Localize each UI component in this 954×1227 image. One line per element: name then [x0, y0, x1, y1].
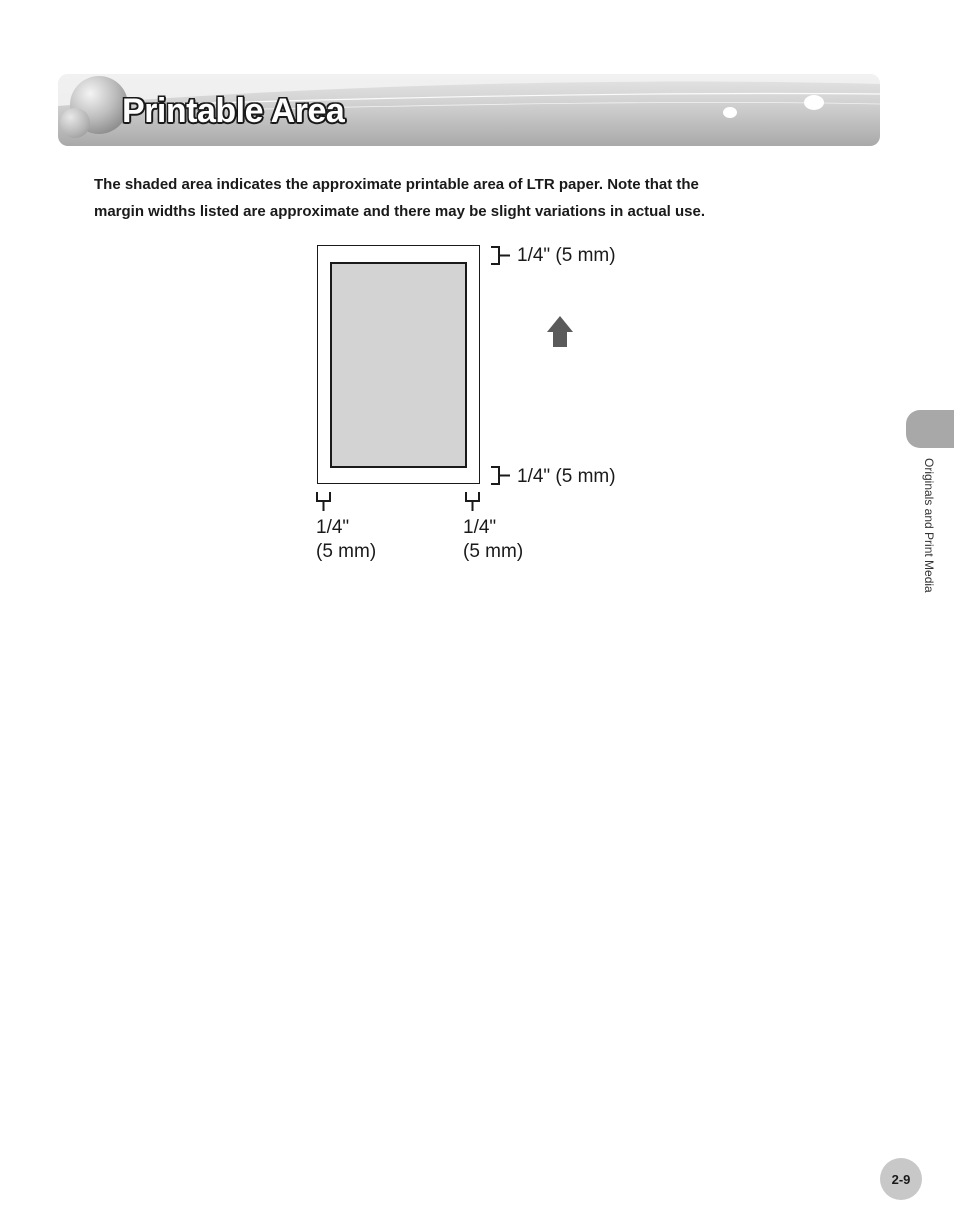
page-number: [880, 1158, 922, 1200]
chapter-tab: [906, 410, 954, 448]
intro-line-2: margin widths listed are approximate and there may be slight variations in actual use.: [94, 203, 706, 220]
intro-paragraph: [94, 171, 834, 225]
right-margin-bracket: [466, 492, 479, 511]
top-margin-label: 1/4" (5 mm): [517, 245, 616, 266]
right-margin-label: [463, 516, 523, 564]
printable-area: [330, 262, 467, 468]
right-margin-label-line-1: 1/4": [463, 517, 497, 538]
left-margin-bracket: [317, 492, 330, 511]
bottom-margin-bracket: [491, 467, 510, 484]
chapter-tab-label: Originals and Print Media: [922, 458, 936, 593]
right-margin-label-line-2: (5 mm): [463, 541, 524, 562]
arrow-up-icon: [547, 316, 573, 347]
page-number-text: 2-9: [891, 1171, 911, 1187]
left-margin-label-line-1: 1/4": [316, 517, 350, 538]
page-title: Printable Area: [122, 92, 345, 130]
top-margin-bracket: [491, 247, 510, 264]
bottom-margin-label: 1/4" (5 mm): [517, 466, 616, 487]
intro-line-1: The shaded area indicates the approximate printable area of LTR paper. Note that the: [94, 176, 699, 193]
decorative-sphere-small: [60, 108, 90, 138]
banner-dot: [723, 107, 737, 118]
banner-dot: [804, 95, 824, 110]
left-margin-label: [316, 516, 376, 564]
left-margin-label-line-2: (5 mm): [316, 541, 377, 562]
